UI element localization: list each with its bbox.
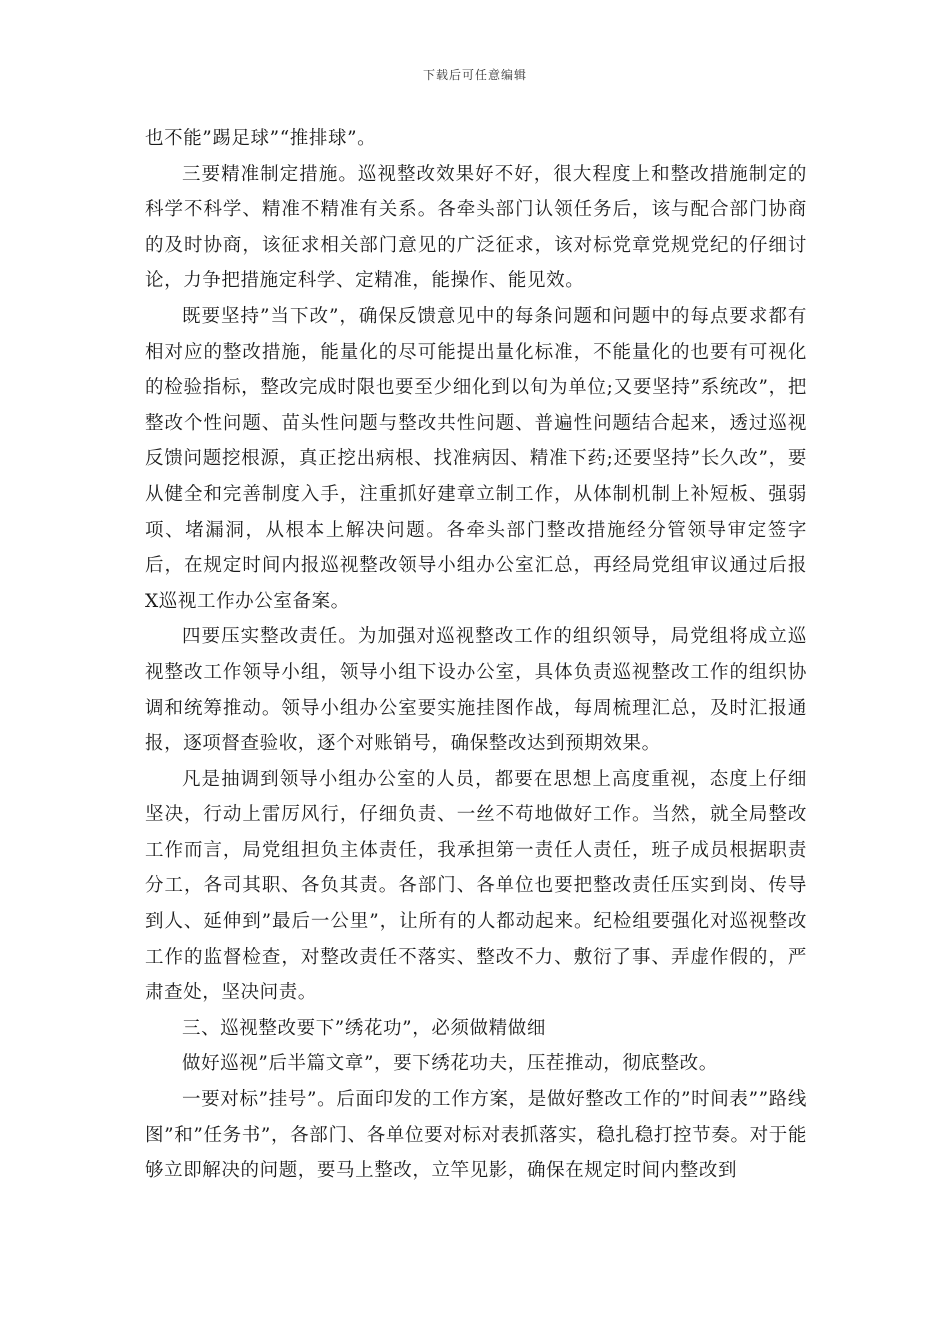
paragraph: 三要精准制定措施。巡视整改效果好不好，很大程度上和整改措施制定的科学不科学、精准不精准有关系。各牵头部门认领任务后，该与配合部门协商的及时协商，该征求相关部门意见的广泛征求，该对标党章党规党纪的仔细讨论，力争把措施定科学、定精准，能操作、能见效。	[145, 163, 807, 292]
paragraph: 一要对标”挂号”。后面印发的工作方案，是做好整改工作的”时间表””路线图”和”任务书”，各部门、各单位要对标对表抓落实，稳扎稳打控节奏。对于能够立即解决的问题，要马上整改，立竿见影，确保在规定时间内整改到	[145, 1089, 807, 1182]
document-body	[145, 121, 807, 1189]
paragraph: 既要坚持”当下改”，确保反馈意见中的每条问题和问题中的每点要求都有相对应的整改措施，能量化的尽可能提出量化标准，不能量化的也要有可视化的检验指标，整改完成时限也要至少细化到以旬为单位;又要坚持”系统改”，把整改个性问题、苗头性问题与整改共性问题、普遍性问题结合起来，透过巡视反馈问题挖根源，真正挖出病根、找准病因、精准下药;还要坚持”长久改”，要从健全和完善制度入手，注重抓好建章立制工作，从体制机制上补短板、强弱项、堵漏洞，从根本上解决问题。各牵头部门整改措施经分管领导审定签字后，在规定时间内报巡视整改领导小组办公室汇总，再经局党组审议通过后报X巡视工作办公室备案。	[145, 305, 807, 612]
header-note: 下载后可任意编辑	[422, 68, 527, 82]
paragraph: 也不能”踢足球”“推排球”。	[145, 128, 377, 149]
paragraph: 凡是抽调到领导小组办公室的人员，都要在思想上高度重视，态度上仔细坚决，行动上雷厉风行，仔细负责、一丝不苟地做好工作。当然，就全局整改工作而言，局党组担负主体责任，我承担第一责任人责任，班子成员根据职责分工，各司其职、各负其责。各部门、各单位也要把整改责任压实到岗、传导到人、延伸到”最后一公里”，让所有的人都动起来。纪检组要强化对巡视整改工作的监督检查，对整改责任不落实、整改不力、敷衍了事、弄虚作假的，严肃查处，坚决问责。	[145, 768, 807, 1004]
paragraph: 做好巡视”后半篇文章”，要下绣花功夫，压茬推动，彻底整改。	[182, 1053, 718, 1075]
section-heading: 三、巡视整改要下”绣花功”，必须做精做细	[182, 1017, 546, 1039]
paragraph: 四要压实整改责任。为加强对巡视整改工作的组织领导，局党组将成立巡视整改工作领导小组，领导小组下设办公室，具体负责巡视整改工作的组织协调和统筹推动。领导小组办公室要实施挂图作战，每周梳理汇总，及时汇报通报，逐项督查验收，逐个对账销号，确保整改达到预期效果。	[145, 626, 807, 755]
